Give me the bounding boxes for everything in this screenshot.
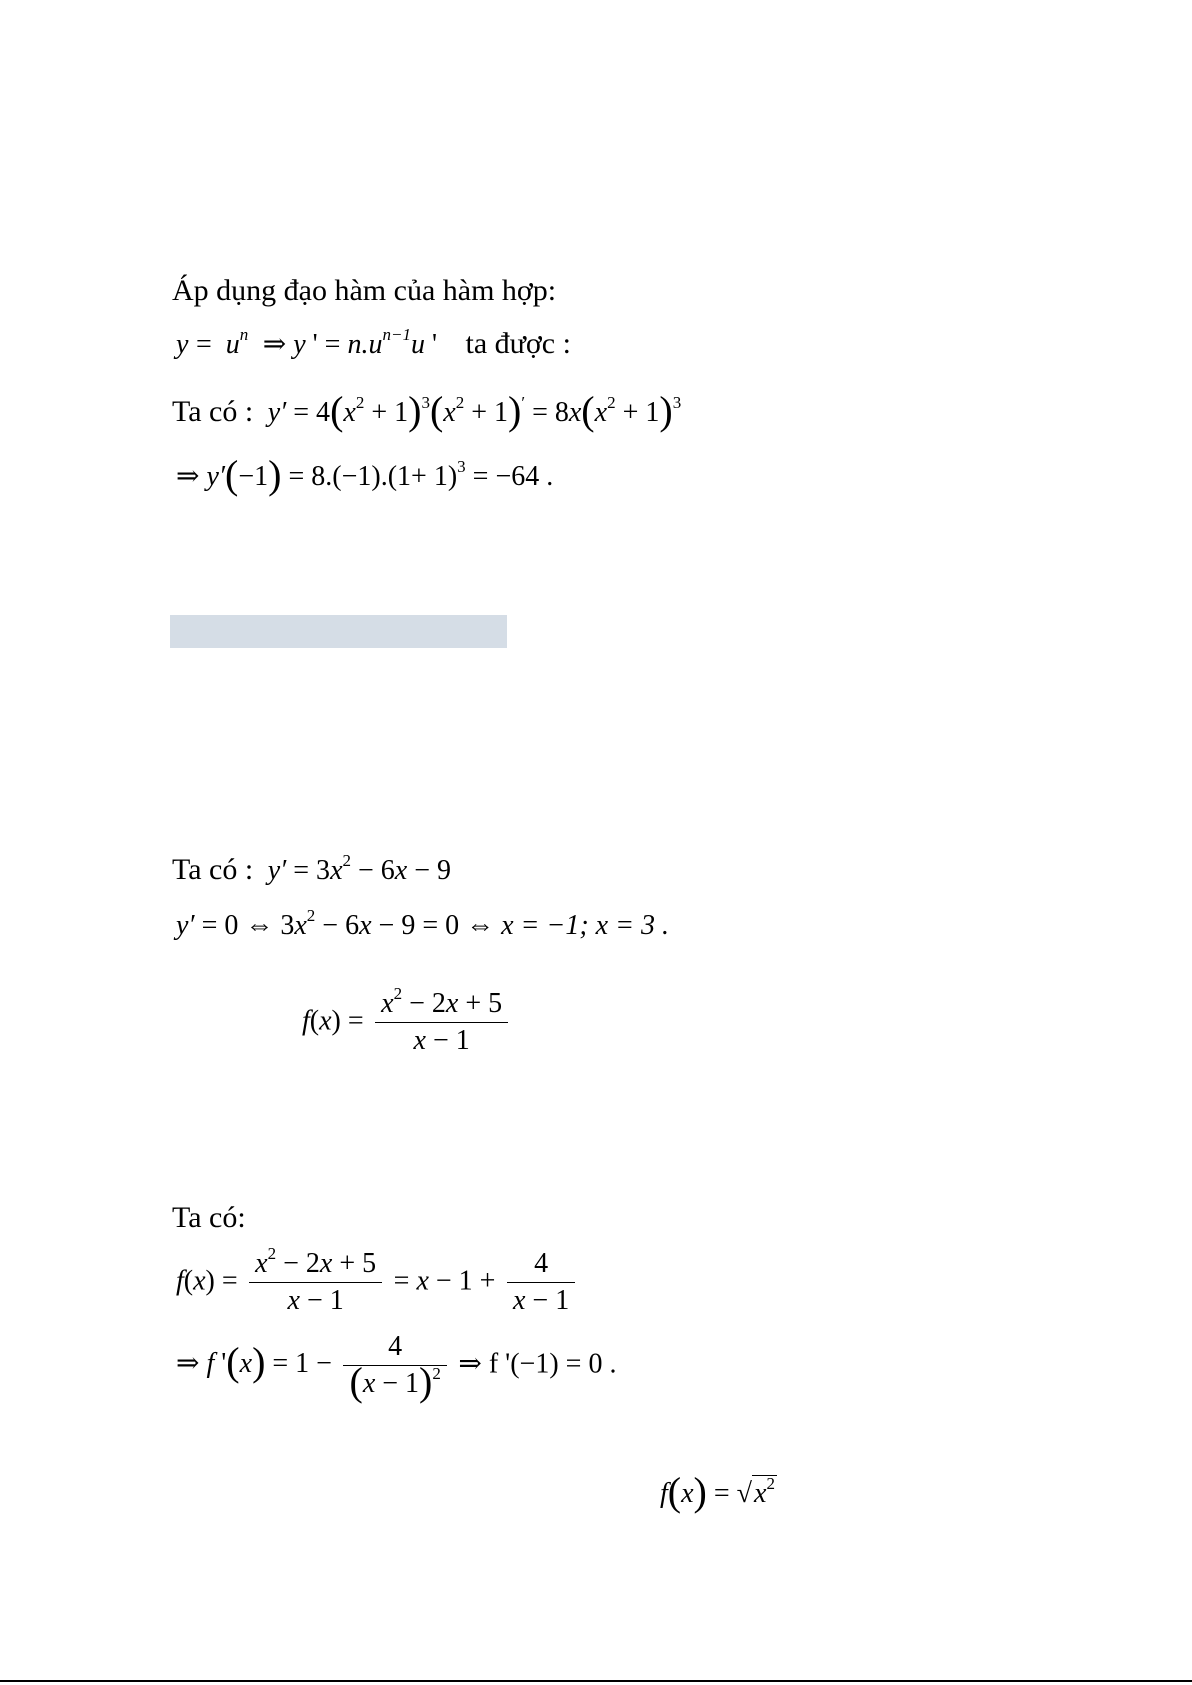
power-rule-formula: $y = u^n$ ⇒ y ' = $n.u^{n-1}u$ ' ta được : xyxy=(176,325,571,360)
taco-label: Ta có : xyxy=(172,853,254,886)
taco-label: Ta có : xyxy=(172,395,254,428)
heading-composite-derivative: Áp dụng đạo hàm của hàm hợp: xyxy=(172,274,557,307)
highlight-bar xyxy=(170,615,507,648)
derivative-result: f '(−1) = 0 . xyxy=(488,1348,617,1380)
result-value: = −64 . xyxy=(472,461,554,492)
derivative-expansion-line: Ta có : $y' = 4(x^2 + 1)^3(x^2 + 1)' = 8x(x^2 + 1)^3$ xyxy=(172,388,682,433)
function-derivative: ⇒ f '(x) = 1 − $\frac{4}{(x - 1)^2}$ ⇒ f '(−1) = 0 . xyxy=(176,1331,617,1404)
rule-tail-text: ta được : xyxy=(465,327,571,360)
function-definition: f(x) = $\frac{x^2 - 2x + 5}{x - 1}$ xyxy=(302,990,512,1055)
bottom-rule xyxy=(0,1680,1192,1682)
derivative-at-minus-one: ⇒ $y'(-1) = 8.(-1).(1+ 1)^3 = -64$ . xyxy=(176,452,554,497)
critical-points-line: y′ = 0 ⇔ $3x^2 - 6x - 9 = 0$ ⇔ x = −1; x = 3 . xyxy=(176,906,669,941)
sqrt-function: $f(x) = √x^2$ xyxy=(660,1469,775,1514)
derivative-cubic-line: Ta có : $y' = 3x^2 - 6x - 9$ xyxy=(172,851,452,886)
taco-heading: Ta có: xyxy=(172,1201,246,1234)
function-decomposition: f(x) = $\frac{x^2 - 2x + 5}{x - 1}$ = x − 1 + $\frac{4}{x - 1}$ xyxy=(176,1250,579,1315)
roots-value: x = −1; x = 3 . xyxy=(501,910,669,941)
